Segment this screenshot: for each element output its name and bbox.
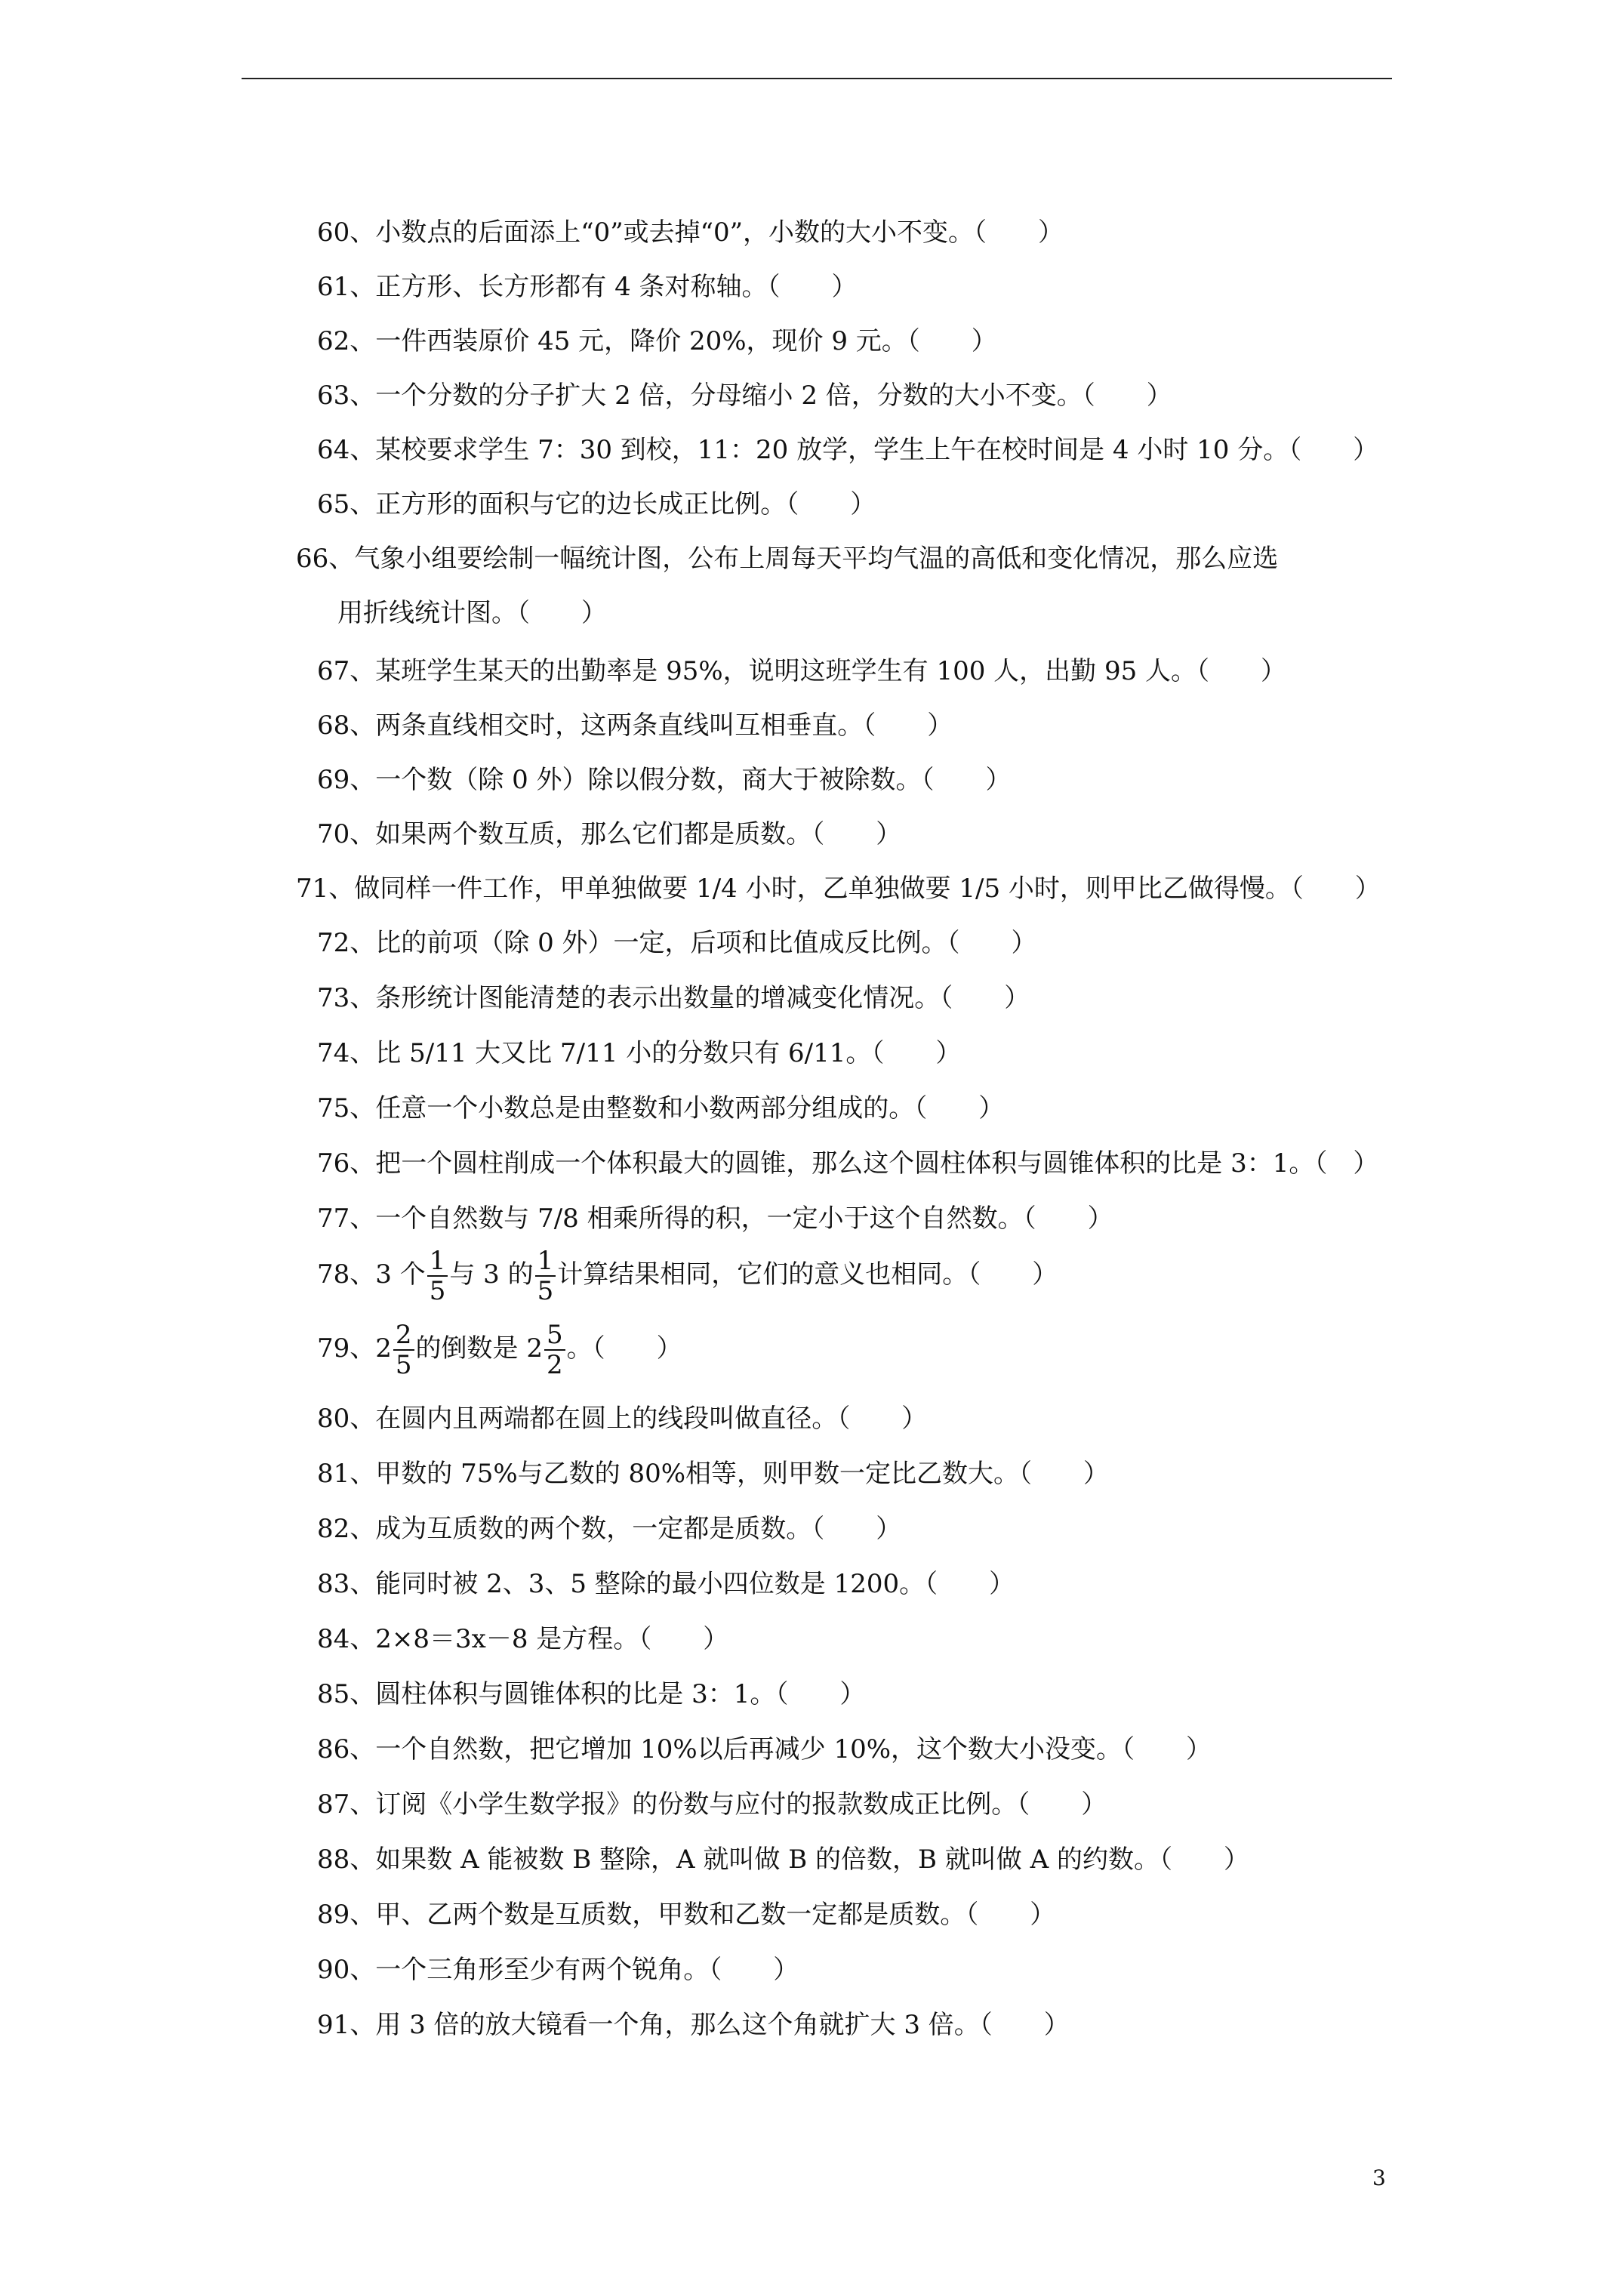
question-84: 84、2×8＝3x－8 是方程。（ ）: [317, 1624, 729, 1654]
question-88: 88、如果数 A 能被数 B 整除，A 就叫做 B 的倍数，B 就叫做 A 的约数。（ ）: [317, 1845, 1249, 1875]
fraction-denominator: 5: [429, 1276, 446, 1306]
fraction-one-fifth: [535, 1247, 556, 1305]
q79-middle: 的倒数是 2: [415, 1333, 543, 1364]
question-74: 74、比 5/11 大又比 7/11 小的分数只有 6/11。（ ）: [317, 1038, 962, 1068]
q78-prefix: 78、3 个: [317, 1259, 426, 1290]
fraction-two-fifths: [393, 1321, 414, 1379]
question-64: 64、某校要求学生 7：30 到校，11：20 放学，学生上午在校时间是 4 小时 10 分。（ ）: [317, 435, 1379, 465]
question-67: 67、某班学生某天的出勤率是 95%，说明这班学生有 100 人，出勤 95 人。（ ）: [317, 656, 1287, 686]
question-68: 68、两条直线相交时，这两条直线叫互相垂直。（ ）: [317, 710, 953, 741]
question-78: [317, 1244, 1058, 1305]
question-82: 82、成为互质数的两个数，一定都是质数。（ ）: [317, 1514, 902, 1544]
question-73: 73、条形统计图能清楚的表示出数量的增减变化情况。（ ）: [317, 983, 1030, 1013]
question-80: 80、在圆内且两端都在圆上的线段叫做直径。（ ）: [317, 1404, 928, 1434]
question-69: 69、一个数（除 0 外）除以假分数，商大于被除数。（ ）: [317, 765, 1012, 795]
question-83: 83、能同时被 2、3、5 整除的最小四位数是 1200。（ ）: [317, 1569, 1015, 1599]
fraction-numerator: 1: [427, 1247, 448, 1277]
fraction-one-fifth: [427, 1247, 448, 1305]
q78-middle: 与 3 的: [449, 1259, 534, 1290]
question-63: 63、一个分数的分子扩大 2 倍，分母缩小 2 倍，分数的大小不变。（ ）: [317, 381, 1172, 411]
question-79: [317, 1318, 682, 1379]
header-rule: [242, 78, 1392, 79]
question-66-continuation: 用折线统计图。（ ）: [337, 598, 607, 628]
question-66: 66、气象小组要绘制一幅统计图，公布上周每天平均气温的高低和变化情况，那么应选: [296, 544, 1279, 574]
question-81: 81、甲数的 75%与乙数的 80%相等，则甲数一定比乙数大。（ ）: [317, 1459, 1110, 1489]
q79-suffix: 。（ ）: [566, 1333, 682, 1364]
question-72: 72、比的前项（除 0 外）一定，后项和比值成反比例。（ ）: [317, 928, 1037, 958]
question-70: 70、如果两个数互质，那么它们都是质数。（ ）: [317, 819, 902, 849]
question-90: 90、一个三角形至少有两个锐角。（ ）: [317, 1955, 799, 1985]
question-75: 75、任意一个小数总是由整数和小数两部分组成的。（ ）: [317, 1093, 1005, 1123]
question-61: 61、正方形、长方形都有 4 条对称轴。（ ）: [317, 272, 858, 302]
q78-suffix: 计算结果相同，它们的意义也相同。（ ）: [557, 1259, 1058, 1290]
fraction-denominator: 5: [395, 1350, 412, 1380]
question-62: 62、一件西装原价 45 元，降价 20%，现价 9 元。（ ）: [317, 326, 997, 356]
fraction-denominator: 2: [547, 1350, 563, 1380]
question-89: 89、甲、乙两个数是互质数，甲数和乙数一定都是质数。（ ）: [317, 1900, 1056, 1930]
question-86: 86、一个自然数，把它增加 10%以后再减少 10%，这个数大小没变。（ ）: [317, 1734, 1212, 1764]
question-76: 76、把一个圆柱削成一个体积最大的圆锥，那么这个圆柱体积与圆锥体积的比是 3：1。（ ）: [317, 1148, 1379, 1179]
fraction-numerator: 5: [544, 1321, 565, 1351]
question-85: 85、圆柱体积与圆锥体积的比是 3：1。（ ）: [317, 1679, 866, 1709]
page-number: 3: [1372, 2165, 1386, 2190]
question-65: 65、正方形的面积与它的边长成正比例。（ ）: [317, 489, 876, 519]
fraction-five-halves: [544, 1321, 565, 1379]
fraction-numerator: 1: [535, 1247, 556, 1277]
fraction-denominator: 5: [537, 1276, 554, 1306]
question-77: 77、一个自然数与 7/8 相乘所得的积，一定小于这个自然数。（ ）: [317, 1203, 1113, 1234]
question-87: 87、订阅《小学生数学报》的份数与应付的报款数成正比例。（ ）: [317, 1789, 1107, 1820]
question-91: 91、用 3 倍的放大镜看一个角，那么这个角就扩大 3 倍。（ ）: [317, 2010, 1070, 2040]
q79-prefix: 79、2: [317, 1333, 392, 1364]
question-60: 60、小数点的后面添上“0”或去掉“0”，小数的大小不变。（ ）: [317, 217, 1064, 248]
fraction-numerator: 2: [393, 1321, 414, 1351]
question-71: 71、做同样一件工作，甲单独做要 1/4 小时，乙单独做要 1/5 小时，则甲比乙做得慢。（ ）: [296, 874, 1381, 904]
